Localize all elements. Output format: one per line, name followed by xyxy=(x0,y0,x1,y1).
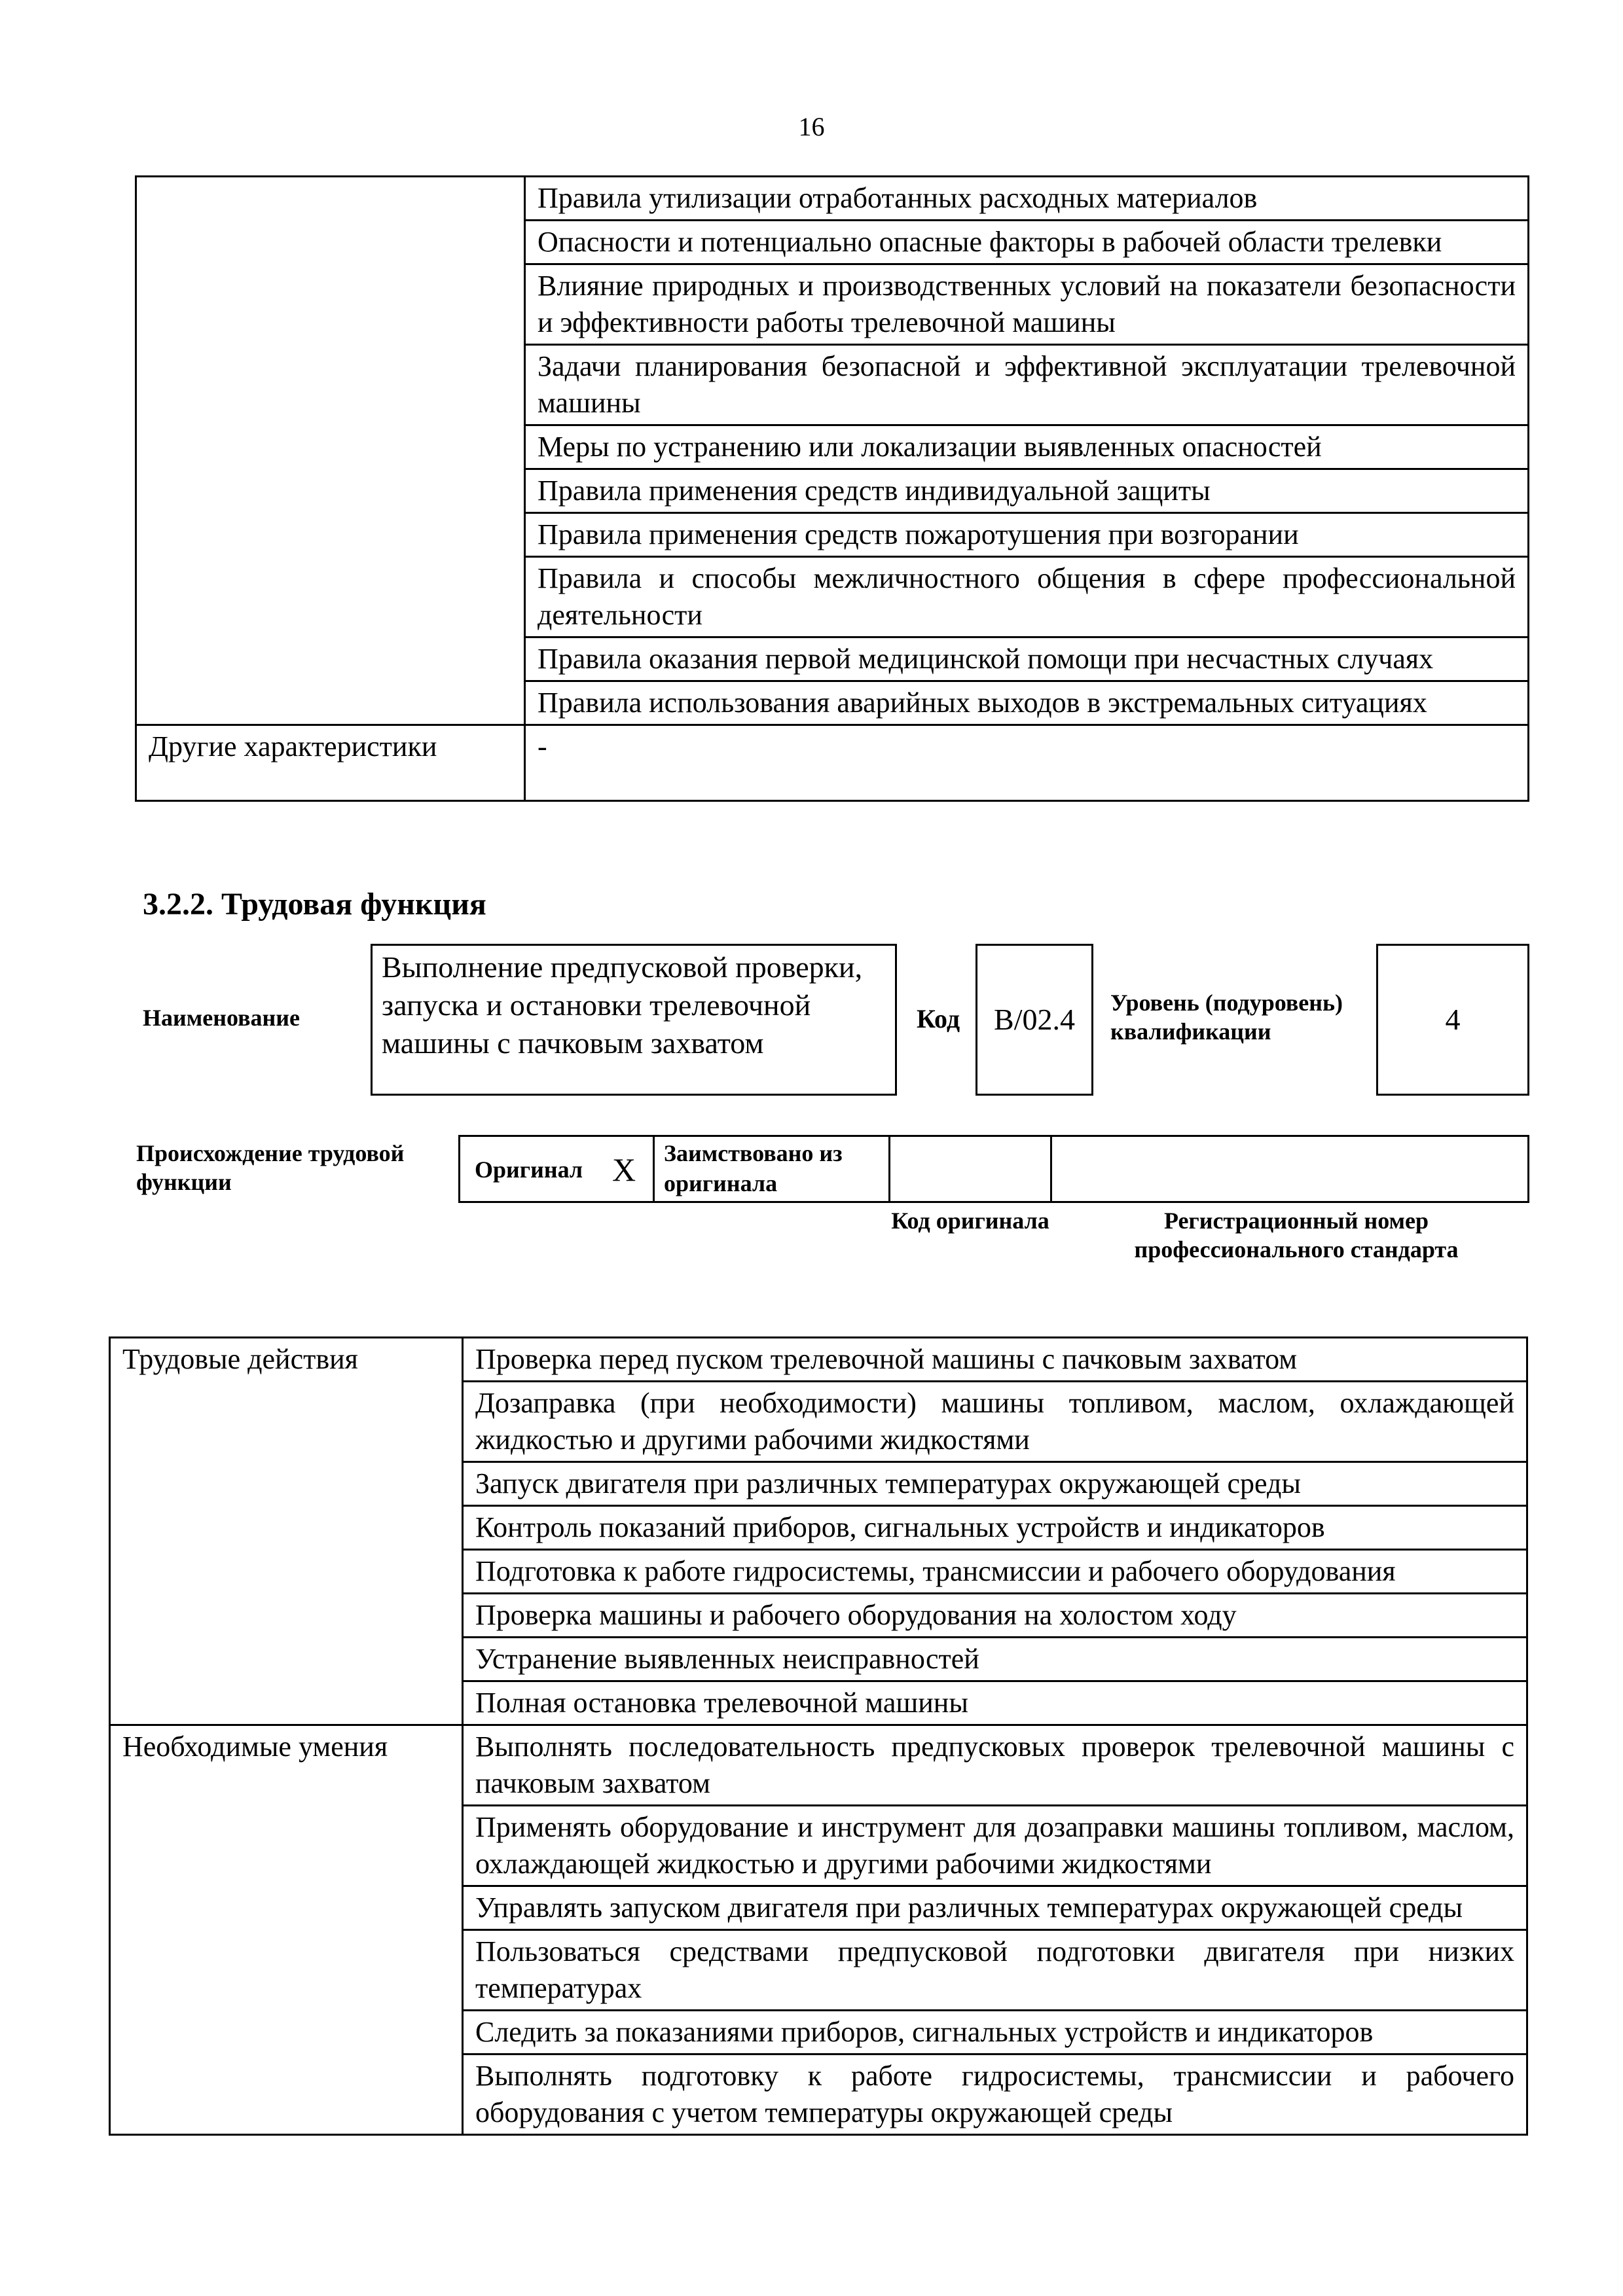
table-cell-empty xyxy=(136,177,525,221)
origin-label: Происхождение трудовой функции xyxy=(136,1140,405,1195)
table-cell-empty xyxy=(136,264,525,345)
table-cell-empty xyxy=(110,1806,463,1886)
table-cell: Выполнять последовательность предпусковых проверок трелевочной машины с пачковым захватом xyxy=(463,1725,1527,1806)
table-row xyxy=(110,1338,1527,1382)
table-cell: Запуск двигателя при различных температурах окружающей среды xyxy=(463,1462,1527,1506)
table-row xyxy=(110,1462,1527,1506)
reg-number-caption: Регистрационный номер профессионального стандарта xyxy=(1134,1208,1459,1263)
table-cell: Применять оборудование и инструмент для дозаправки машины топливом, маслом, охлаждающей жидкостью и другими рабочими жидкостями xyxy=(463,1806,1527,1886)
table-cell: Правила применения средств пожаротушения при возгорании xyxy=(525,513,1529,557)
table-cell: Проверка перед пуском трелевочной машины с пачковым захватом xyxy=(463,1338,1527,1382)
table-row xyxy=(136,221,1529,264)
table-row xyxy=(136,725,1529,801)
table-row xyxy=(110,1506,1527,1550)
table-row xyxy=(136,264,1529,345)
table-cell-empty xyxy=(136,345,525,425)
original-cell xyxy=(458,1135,655,1203)
table-cell-empty xyxy=(110,1930,463,2011)
table-cell: Выполнять подготовку к работе гидросистемы, трансмиссии и рабочего оборудования с учетом температуры окружающей среды xyxy=(463,2054,1527,2135)
table-cell: Правила использования аварийных выходов в экстремальных ситуациях xyxy=(525,681,1529,725)
table-row xyxy=(110,1638,1527,1681)
table-row xyxy=(110,1594,1527,1638)
actions-label: Трудовые действия xyxy=(110,1338,463,1382)
table-cell-empty xyxy=(136,557,525,637)
table-row xyxy=(136,177,1529,221)
table-row xyxy=(136,513,1529,557)
table-cell-empty xyxy=(110,1506,463,1550)
table-row xyxy=(110,1806,1527,1886)
table-cell: Полная остановка трелевочной машины xyxy=(463,1681,1527,1725)
table-cell: Опасности и потенциально опасные факторы в рабочей области трелевки xyxy=(525,221,1529,264)
table-row xyxy=(110,1550,1527,1594)
table-cell-empty xyxy=(110,1886,463,1930)
table-cell: Задачи планирования безопасной и эффективной эксплуатации трелевочной машины xyxy=(525,345,1529,425)
function-code-box: B/02.4 xyxy=(976,944,1093,1096)
table-cell: Правила утилизации отработанных расходных материалов xyxy=(525,177,1529,221)
table-cell: Следить за показаниями приборов, сигнальных устройств и индикаторов xyxy=(463,2011,1527,2054)
table-row xyxy=(110,1382,1527,1462)
table-cell-empty xyxy=(110,1681,463,1725)
table-cell: Проверка машины и рабочего оборудования на холостом ходу xyxy=(463,1594,1527,1638)
knowledge-table xyxy=(135,175,1529,802)
table-cell-empty xyxy=(136,513,525,557)
table-cell-empty xyxy=(136,425,525,469)
table-cell: Контроль показаний приборов, сигнальных устройств и индикаторов xyxy=(463,1506,1527,1550)
table-row xyxy=(136,425,1529,469)
page-number: 16 xyxy=(798,112,825,141)
table-cell: Устранение выявленных неисправностей xyxy=(463,1638,1527,1681)
table-row xyxy=(136,557,1529,637)
reg-number-cell xyxy=(1050,1135,1529,1203)
table-row xyxy=(136,345,1529,425)
skills-label: Необходимые умения xyxy=(110,1725,463,1806)
actions-skills-table xyxy=(109,1336,1528,2136)
table-cell: Управлять запуском двигателя при различных температурах окружающей среды xyxy=(463,1886,1527,1930)
table-cell-empty xyxy=(110,1594,463,1638)
table-cell-empty xyxy=(110,1462,463,1506)
code-label: Код xyxy=(917,1004,960,1033)
other-characteristics-label: Другие характеристики xyxy=(136,725,525,801)
table-row xyxy=(136,637,1529,681)
code-original-caption: Код оригинала xyxy=(891,1208,1049,1234)
section-title: 3.2.2. Трудовая функция xyxy=(143,887,486,922)
table-cell: Влияние природных и производственных условий на показатели безопасности и эффективности работы трелевочной машины xyxy=(525,264,1529,345)
table-cell-empty xyxy=(110,2054,463,2135)
borrowed-cell: Заимствовано из оригинала xyxy=(653,1135,890,1203)
table-cell-empty xyxy=(136,469,525,513)
table-row xyxy=(110,2054,1527,2135)
table-cell: Пользоваться средствами предпусковой подготовки двигателя при низких температурах xyxy=(463,1930,1527,2011)
table-row xyxy=(136,681,1529,725)
table-row xyxy=(110,2011,1527,2054)
qualification-level-label: Уровень (подуровень) квалификации xyxy=(1110,990,1343,1045)
table-cell-empty xyxy=(110,1638,463,1681)
table-cell-empty xyxy=(110,2011,463,2054)
table-row xyxy=(110,1886,1527,1930)
table-cell: Меры по устранению или локализации выявленных опасностей xyxy=(525,425,1529,469)
table-cell: Правила и способы межличностного общения в сфере профессиональной деятельности xyxy=(525,557,1529,637)
table-cell: Подготовка к работе гидросистемы, трансмиссии и рабочего оборудования xyxy=(463,1550,1527,1594)
table-cell: Дозаправка (при необходимости) машины топливом, маслом, охлаждающей жидкостью и другими рабочими жидкостями xyxy=(463,1382,1527,1462)
original-label: Оригинал xyxy=(475,1157,583,1183)
table-cell: Правила применения средств индивидуальной защиты xyxy=(525,469,1529,513)
table-row xyxy=(110,1725,1527,1806)
table-row xyxy=(136,469,1529,513)
table-cell-empty xyxy=(136,221,525,264)
table-cell-empty xyxy=(110,1382,463,1462)
table-cell-empty xyxy=(136,637,525,681)
table-cell: Правила оказания первой медицинской помощи при несчастных случаях xyxy=(525,637,1529,681)
other-characteristics-value: - xyxy=(525,725,1529,801)
original-mark: X xyxy=(612,1151,636,1188)
qualification-level-box: 4 xyxy=(1376,944,1529,1096)
table-cell-empty xyxy=(136,681,525,725)
table-row xyxy=(110,1930,1527,2011)
table-row xyxy=(110,1681,1527,1725)
table-cell-empty xyxy=(110,1550,463,1594)
name-label: Наименование xyxy=(143,1005,300,1031)
original-code-cell xyxy=(888,1135,1052,1203)
function-name-box: Выполнение предпусковой проверки, запуска и остановки трелевочной машины с пачковым захватом xyxy=(371,944,897,1096)
